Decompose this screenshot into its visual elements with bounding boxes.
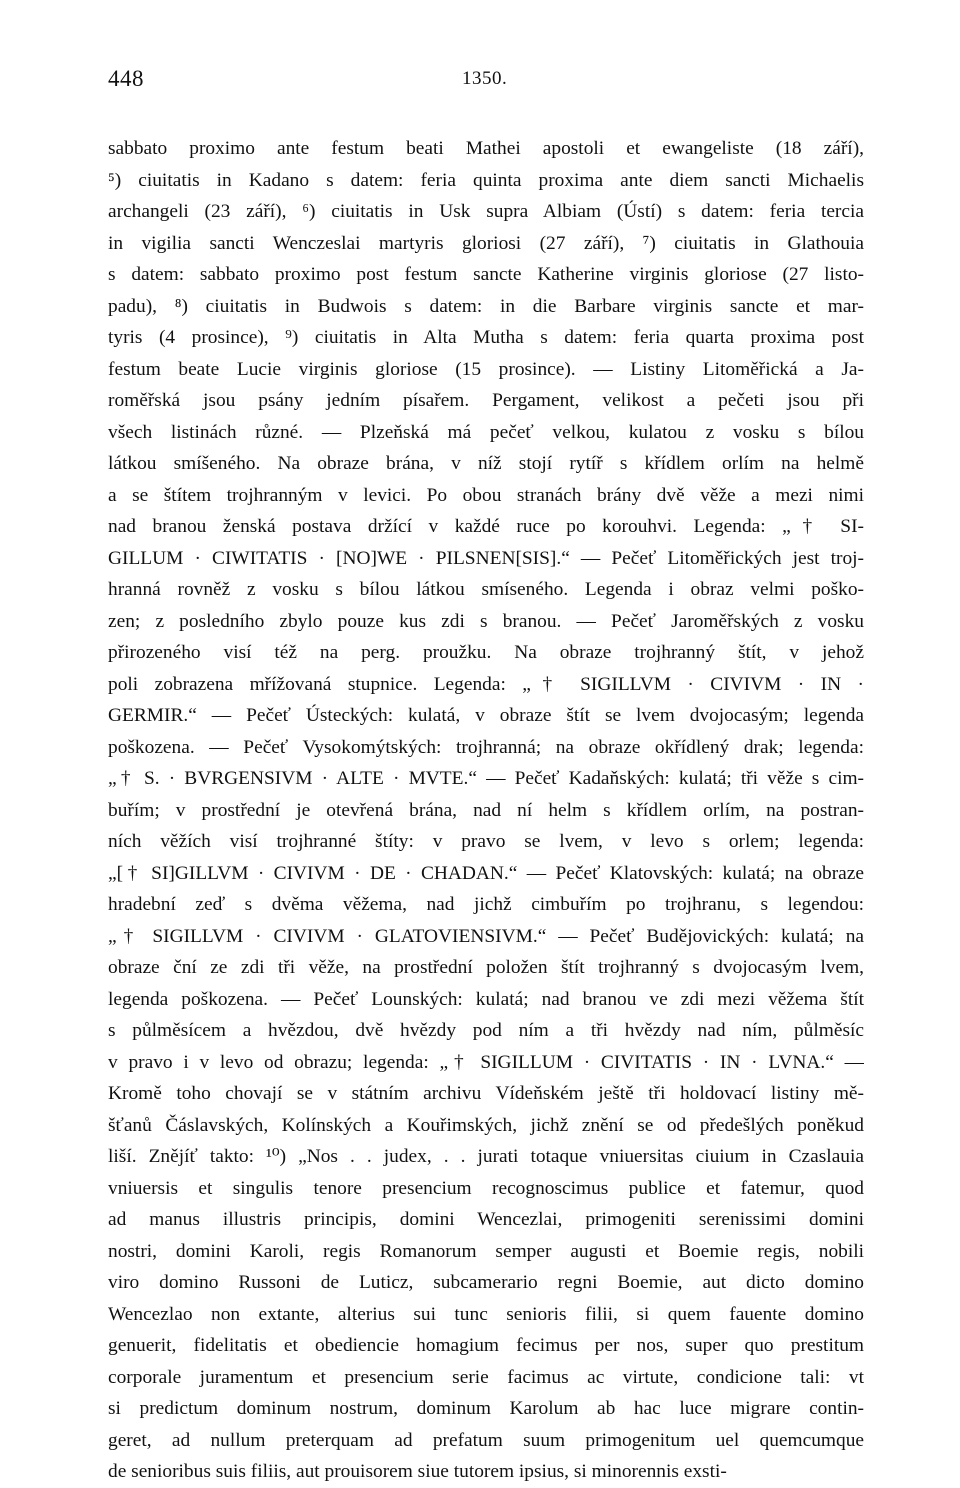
text-line: všech listinách různé. — Plzeňská má pečeť velkou, kulatou z vosku s bílou <box>108 421 864 443</box>
text-line: v pravo i v levo od obrazu; legenda: „† SIGILLUM · CIVITATIS · IN · LVNA.“ — <box>108 1051 864 1073</box>
text-line: in vigilia sancti Wenczeslai martyris gloriosi (27 září), ⁷) ciuitatis in Glathouia <box>108 232 864 254</box>
text-line: vniuersis et singulis tenore presencium recognoscimus publice et fatemur, quod <box>108 1177 864 1199</box>
text-line: de senioribus suis filiis, aut prouisorem siue tutorem ipsius, si minorennis exsti- <box>108 1461 727 1482</box>
text-line: sabbato proximo ante festum beati Mathei apostoli et ewangeliste (18 září), <box>108 138 864 159</box>
text-line: a se štítem trojhranným v levici. Po obou stranách brány dvě věže a mezi nimi <box>108 484 864 506</box>
text-line: genuerit, fidelitatis et obediencie homagium fecimus per nos, super quo prestitum <box>108 1335 864 1356</box>
text-line: si predictum dominum nostrum, dominum Karolum ab hac luce migrare contin- <box>108 1398 864 1419</box>
text-line: hranná rovněž z vosku s bílou látkou smíseného. Legenda i obraz velmi poško- <box>108 579 864 600</box>
text-line: poškozena. — Pečeť Vysokomýtských: trojhranná; na obraze okřídlený drak; legenda: <box>108 736 864 758</box>
text-line: ních věžích visí trojhranné štíty: v pravo se lvem, v levo s orlem; legenda: <box>108 831 864 852</box>
text-line: archangeli (23 září), ⁶) ciuitatis in Usk supra Albiam (Ústí) s datem: feria tercia <box>108 201 864 222</box>
text-line: GERMIR.“ — Pečeť Ústeckých: kulatá, v obraze štít se lvem dvojocasým; legenda <box>108 705 864 726</box>
page-header <box>108 66 864 100</box>
text-line: padu), ⁸) ciuitatis in Budwois s datem: in die Barbare virginis sancte et mar- <box>108 295 864 317</box>
text-line: nad branou ženská postava držící v každé ruce po korouhvi. Legenda: „† SI- <box>108 516 864 537</box>
text-line: „† SIGILLVM · CIVIVM · GLATOVIENSIVM.“ — Pečeť Budějovických: kulatá; na <box>108 925 864 947</box>
text-line: Wencezlao non extante, alterius sui tunc senioris filii, si quem fauente domino <box>108 1303 864 1325</box>
text-line: s půlměsícem a hvězdou, dvě hvězdy pod ním a tři hvězdy nad ním, půlměsíc <box>108 1020 864 1041</box>
text-line: Kromě toho chovají se v státním archivu Vídeňském ještě tři holdovací listiny mě- <box>108 1083 864 1104</box>
text-line: obraze ční ze zdi tři věže, na prostřední položen štít trojhranný s dvojocasým lvem, <box>108 957 864 978</box>
running-head-year: 1350. <box>462 68 508 89</box>
text-line: festum beate Lucie virginis gloriose (15 prosince). — Listiny Litoměřická a Ja- <box>108 358 864 380</box>
text-line: legenda poškozena. — Pečeť Lounských: kulatá; nad branou ve zdi mezi věžema štít <box>108 988 864 1010</box>
text-line: buřím; v prostřední je otevřená brána, nad ní helm s křídlem orlím, na postran- <box>108 799 864 821</box>
text-line: tyris (4 prosince), ⁹) ciuitatis in Alta Mutha s datem: feria quarta proxima post <box>108 327 864 348</box>
text-line: poli zobrazena mřížovaná stupnice. Legenda: „† SIGILLVM · CIVIVM · IN · <box>108 673 864 695</box>
page-number: 448 <box>108 66 144 91</box>
text-line: hradební zeď s dvěma věžema, nad jichž cimbuřím po trojhranu, s legendou: <box>108 894 864 915</box>
text-line: geret, ad nullum preterquam ad prefatum suum primogenitum uel quemcumque <box>108 1429 864 1451</box>
text-line: zen; z posledního zbylo pouze kus zdi s branou. — Pečeť Jaroměřských z vosku <box>108 610 864 632</box>
text-line: GILLUM · CIWITATIS · [NO]WE · PILSNEN[SIS].“ — Pečeť Litoměřických jest troj- <box>108 547 864 569</box>
text-line: ad manus illustris principis, domini Wencezlai, primogeniti serenissimi domini <box>108 1209 864 1230</box>
text-line: šťanů Čáslavských, Kolínských a Kouřimských, jichž znění se od předešlých poněkud <box>108 1114 864 1136</box>
text-line: přirozeného visí též na perg. proužku. Na obraze trojhranný štít, v jehož <box>108 642 864 663</box>
text-line: viro domino Russoni de Luticz, subcamerario regni Boemie, aut dicto domino <box>108 1272 864 1293</box>
text-line: corporale juramentum et presencium serie facimus ac virtute, condicione tali: vt <box>108 1366 864 1388</box>
text-line: liší. Znějíť takto: ¹⁰) „Nos . . judex, . . jurati totaque vniuersitas ciuium in Czaslauia <box>108 1146 864 1167</box>
text-line: látkou smíšeného. Na obraze brána, v níž stojí rytíř s křídlem orlím na helmě <box>108 453 864 474</box>
text-line: „[† SI]GILLVM · CIVIVM · DE · CHADAN.“ — Pečeť Klatovských: kulatá; na obraze <box>108 862 864 884</box>
text-line: s datem: sabbato proximo post festum sancte Katherine virginis gloriose (27 listo- <box>108 264 864 285</box>
text-line: „† S. · BVRGENSIVM · ALTE · MVTE.“ — Pečeť Kadaňských: kulatá; tři věže s cim- <box>108 768 864 789</box>
text-line: nostri, domini Karoli, regis Romanorum semper augusti et Boemie regis, nobili <box>108 1240 864 1262</box>
text-line: roměřská jsou psány jedním písařem. Pergament, velikost a pečeti jsou při <box>108 390 864 411</box>
text-line: ⁵) ciuitatis in Kadano s datem: feria quinta proxima ante diem sancti Michaelis <box>108 169 864 191</box>
body-text <box>108 133 864 1488</box>
